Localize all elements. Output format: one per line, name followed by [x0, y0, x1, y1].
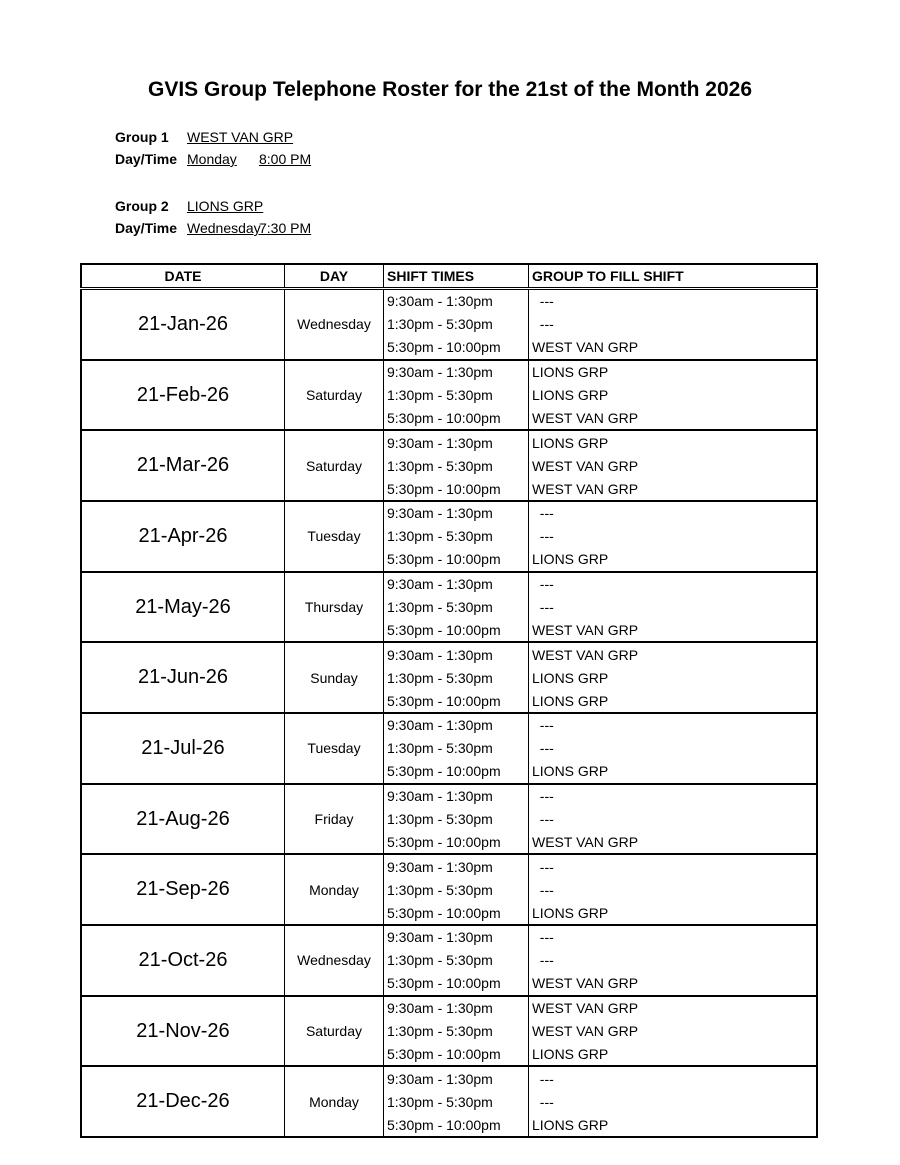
- shift-time-cell: 1:30pm - 5:30pm: [384, 384, 529, 407]
- table-row: [81, 572, 817, 596]
- group-cell: ---: [529, 1090, 818, 1113]
- group-cell: ---: [529, 572, 818, 596]
- shift-time-cell: 5:30pm - 10:00pm: [384, 1113, 529, 1137]
- group-2-info: [115, 198, 311, 236]
- table-row: [81, 854, 817, 878]
- group-cell: LIONS GRP: [529, 384, 818, 407]
- shift-time-cell: 5:30pm - 10:00pm: [384, 406, 529, 430]
- shift-time-cell: 1:30pm - 5:30pm: [384, 454, 529, 477]
- shift-time-cell: 9:30am - 1:30pm: [384, 713, 529, 737]
- table-row: [81, 996, 817, 1020]
- day-cell: Saturday: [285, 360, 384, 431]
- shift-time-cell: 1:30pm - 5:30pm: [384, 313, 529, 336]
- shift-time-cell: 5:30pm - 10:00pm: [384, 336, 529, 360]
- date-cell: 21-Oct-26: [81, 925, 285, 996]
- table-row: [81, 925, 817, 949]
- group-label: Group 2: [115, 198, 169, 214]
- shift-time-cell: 5:30pm - 10:00pm: [384, 477, 529, 501]
- table-header: [81, 264, 817, 289]
- day-cell: Monday: [285, 1066, 384, 1137]
- day-cell: Tuesday: [285, 713, 384, 784]
- group-time: 7:30 PM: [259, 220, 312, 236]
- day-cell: Tuesday: [285, 501, 384, 572]
- table-row: [81, 1066, 817, 1090]
- table-row: [81, 289, 817, 313]
- day-cell: Thursday: [285, 572, 384, 643]
- date-cell: 21-Feb-26: [81, 360, 285, 431]
- group-cell: ---: [529, 808, 818, 831]
- shift-time-cell: 1:30pm - 5:30pm: [384, 525, 529, 548]
- date-cell: 21-Jul-26: [81, 713, 285, 784]
- group-cell: ---: [529, 596, 818, 619]
- page-title: GVIS Group Telephone Roster for the 21st of the Month 2026: [147, 78, 753, 101]
- day-cell: Monday: [285, 854, 384, 925]
- group-cell: ---: [529, 289, 818, 313]
- day-cell: Wednesday: [285, 289, 384, 360]
- day-cell: Saturday: [285, 996, 384, 1067]
- shift-time-cell: 5:30pm - 10:00pm: [384, 972, 529, 996]
- group-cell: WEST VAN GRP: [529, 1020, 818, 1043]
- group-cell: ---: [529, 784, 818, 808]
- shift-time-cell: 9:30am - 1:30pm: [384, 360, 529, 384]
- header-group: GROUP TO FILL SHIFT: [529, 264, 818, 289]
- shift-time-cell: 1:30pm - 5:30pm: [384, 949, 529, 972]
- group-cell: WEST VAN GRP: [529, 454, 818, 477]
- group-name: LIONS GRP: [187, 198, 264, 214]
- group-cell: LIONS GRP: [529, 548, 818, 572]
- group-time: 8:00 PM: [259, 151, 312, 167]
- group-name: WEST VAN GRP: [187, 129, 294, 145]
- shift-time-cell: 1:30pm - 5:30pm: [384, 666, 529, 689]
- table-row: [81, 784, 817, 808]
- group-cell: WEST VAN GRP: [529, 336, 818, 360]
- table-row: [81, 501, 817, 525]
- date-cell: 21-Jun-26: [81, 642, 285, 713]
- group-cell: ---: [529, 949, 818, 972]
- day-cell: Saturday: [285, 430, 384, 501]
- group-cell: WEST VAN GRP: [529, 477, 818, 501]
- group-cell: WEST VAN GRP: [529, 830, 818, 854]
- group-cell: LIONS GRP: [529, 1113, 818, 1137]
- shift-time-cell: 9:30am - 1:30pm: [384, 289, 529, 313]
- group-label: Group 1: [115, 129, 169, 145]
- group-cell: ---: [529, 313, 818, 336]
- group-cell: LIONS GRP: [529, 760, 818, 784]
- table-row: [81, 713, 817, 737]
- date-cell: 21-Apr-26: [81, 501, 285, 572]
- group-cell: LIONS GRP: [529, 430, 818, 454]
- shift-time-cell: 9:30am - 1:30pm: [384, 430, 529, 454]
- shift-time-cell: 9:30am - 1:30pm: [384, 1066, 529, 1090]
- shift-time-cell: 1:30pm - 5:30pm: [384, 737, 529, 760]
- group-cell: LIONS GRP: [529, 666, 818, 689]
- shift-time-cell: 1:30pm - 5:30pm: [384, 1090, 529, 1113]
- group-cell: LIONS GRP: [529, 1043, 818, 1067]
- shift-time-cell: 1:30pm - 5:30pm: [384, 1020, 529, 1043]
- shift-time-cell: 9:30am - 1:30pm: [384, 501, 529, 525]
- table-row: [81, 430, 817, 454]
- date-cell: 21-Sep-26: [81, 854, 285, 925]
- group-cell: ---: [529, 737, 818, 760]
- group-cell: LIONS GRP: [529, 901, 818, 925]
- date-cell: 21-Dec-26: [81, 1066, 285, 1137]
- group-cell: ---: [529, 854, 818, 878]
- group-cell: ---: [529, 713, 818, 737]
- shift-time-cell: 5:30pm - 10:00pm: [384, 760, 529, 784]
- group-cell: LIONS GRP: [529, 689, 818, 713]
- header-shift-times: SHIFT TIMES: [384, 264, 529, 289]
- shift-time-cell: 5:30pm - 10:00pm: [384, 1043, 529, 1067]
- table-row: [81, 360, 817, 384]
- roster-table: [80, 263, 818, 1138]
- shift-time-cell: 5:30pm - 10:00pm: [384, 618, 529, 642]
- shift-time-cell: 5:30pm - 10:00pm: [384, 830, 529, 854]
- shift-time-cell: 1:30pm - 5:30pm: [384, 808, 529, 831]
- daytime-label: Day/Time: [115, 220, 177, 236]
- group-day: Wednesday: [187, 220, 261, 236]
- shift-time-cell: 9:30am - 1:30pm: [384, 642, 529, 666]
- shift-time-cell: 5:30pm - 10:00pm: [384, 689, 529, 713]
- shift-time-cell: 5:30pm - 10:00pm: [384, 548, 529, 572]
- roster-body: [81, 289, 817, 1138]
- shift-time-cell: 9:30am - 1:30pm: [384, 996, 529, 1020]
- header-date: DATE: [81, 264, 285, 289]
- date-cell: 21-Aug-26: [81, 784, 285, 855]
- shift-time-cell: 9:30am - 1:30pm: [384, 784, 529, 808]
- day-cell: Sunday: [285, 642, 384, 713]
- group-cell: ---: [529, 501, 818, 525]
- day-cell: Wednesday: [285, 925, 384, 996]
- group-cell: WEST VAN GRP: [529, 642, 818, 666]
- group-cell: ---: [529, 525, 818, 548]
- group-cell: WEST VAN GRP: [529, 406, 818, 430]
- group-day: Monday: [187, 151, 237, 167]
- shift-time-cell: 9:30am - 1:30pm: [384, 925, 529, 949]
- shift-time-cell: 1:30pm - 5:30pm: [384, 878, 529, 901]
- table-row: [81, 642, 817, 666]
- shift-time-cell: 9:30am - 1:30pm: [384, 572, 529, 596]
- group-cell: ---: [529, 878, 818, 901]
- group-1-info: [115, 129, 311, 167]
- group-cell: WEST VAN GRP: [529, 996, 818, 1020]
- date-cell: 21-Mar-26: [81, 430, 285, 501]
- daytime-label: Day/Time: [115, 151, 177, 167]
- group-cell: LIONS GRP: [529, 360, 818, 384]
- group-cell: ---: [529, 1066, 818, 1090]
- shift-time-cell: 9:30am - 1:30pm: [384, 854, 529, 878]
- shift-time-cell: 5:30pm - 10:00pm: [384, 901, 529, 925]
- day-cell: Friday: [285, 784, 384, 855]
- date-cell: 21-May-26: [81, 572, 285, 643]
- header-day: DAY: [285, 264, 384, 289]
- group-cell: ---: [529, 925, 818, 949]
- group-cell: WEST VAN GRP: [529, 618, 818, 642]
- date-cell: 21-Nov-26: [81, 996, 285, 1067]
- group-cell: WEST VAN GRP: [529, 972, 818, 996]
- date-cell: 21-Jan-26: [81, 289, 285, 360]
- shift-time-cell: 1:30pm - 5:30pm: [384, 596, 529, 619]
